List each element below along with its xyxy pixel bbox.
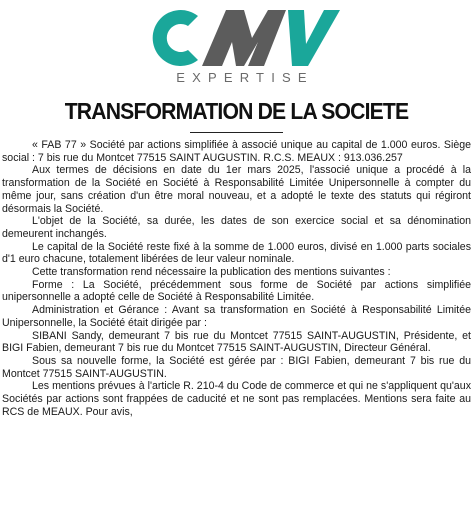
paragraph-former-directors: SIBANI Sandy, demeurant 7 bis rue du Montcet 77515 SAINT-AUGUSTIN, Présidente, et BIGI Fabien, demeurant 7 bis rue du Montcet 77515 SAINT-AUGUSTIN, Directeur Général. [2, 329, 471, 355]
logo-subtitle: EXPERTISE [176, 70, 314, 85]
logo-letter-v [288, 10, 340, 66]
title-underline [190, 132, 283, 133]
paragraph-publication: Cette transformation rend nécessaire la publication des mentions suivantes : [32, 266, 391, 279]
paragraph-form: Forme : La Société, précédemment sous forme de Société par actions simplifiée unipersonnelle a adopté celle de Société à Responsabilité Limitée. [2, 278, 471, 304]
paragraph-closing: Les mentions prévues à l'article R. 210-4 du Code de commerce et qui ne s'appliquent qu'aux Sociétés par actions sont frappées de caducité et ne sont pas remplacées. Mentions sera faite au RCS de MEAUX. Pour avis, [2, 380, 471, 418]
notice-body [2, 139, 471, 418]
logo-letter-c [153, 10, 198, 66]
notice-title: TRANSFORMATION DE LA SOCIETE [64, 98, 409, 124]
paragraph-decision: Aux termes de décisions en date du 1er mars 2025, l'associé unique a procédé à la transformation de la Société en Société à Responsabilité Limitée Unipersonnelle à compter du même jour, sans création d'un être moral nouveau, et a adopté le texte des statuts qui régiront désormais la Société. [2, 164, 471, 215]
paragraph-administration: Administration et Gérance : Avant sa transformation en Société à Responsabilité Limitée Unipersonnelle, la Société était dirigée par : [2, 304, 471, 329]
paragraph-object: L'objet de la Société, sa durée, les dates de son exercice social et sa dénomination demeurent inchangés. [2, 215, 471, 240]
paragraph-new-manager: Sous sa nouvelle forme, la Société est gérée par : BIGI Fabien, demeurant 7 bis rue du Montcet 77515 SAINT-AUGUSTIN. [2, 354, 471, 380]
logo-letter-m [202, 10, 286, 66]
cmv-expertise-logo [140, 4, 340, 92]
cmv-logo-mark [140, 4, 340, 72]
paragraph-capital: Le capital de la Société reste fixé à la somme de 1.000 euros, divisé en 1.000 parts sociales d'1 euro chacune, totalement libérées de leur valeur nominale. [2, 240, 471, 266]
paragraph-company-header: « FAB 77 » Société par actions simplifiée à associé unique au capital de 1.000 euros. Siège social : 7 bis rue du Montcet 77515 SAINT AUGUSTIN. R.C.S. MEAUX : 913.036.257 [2, 139, 471, 164]
